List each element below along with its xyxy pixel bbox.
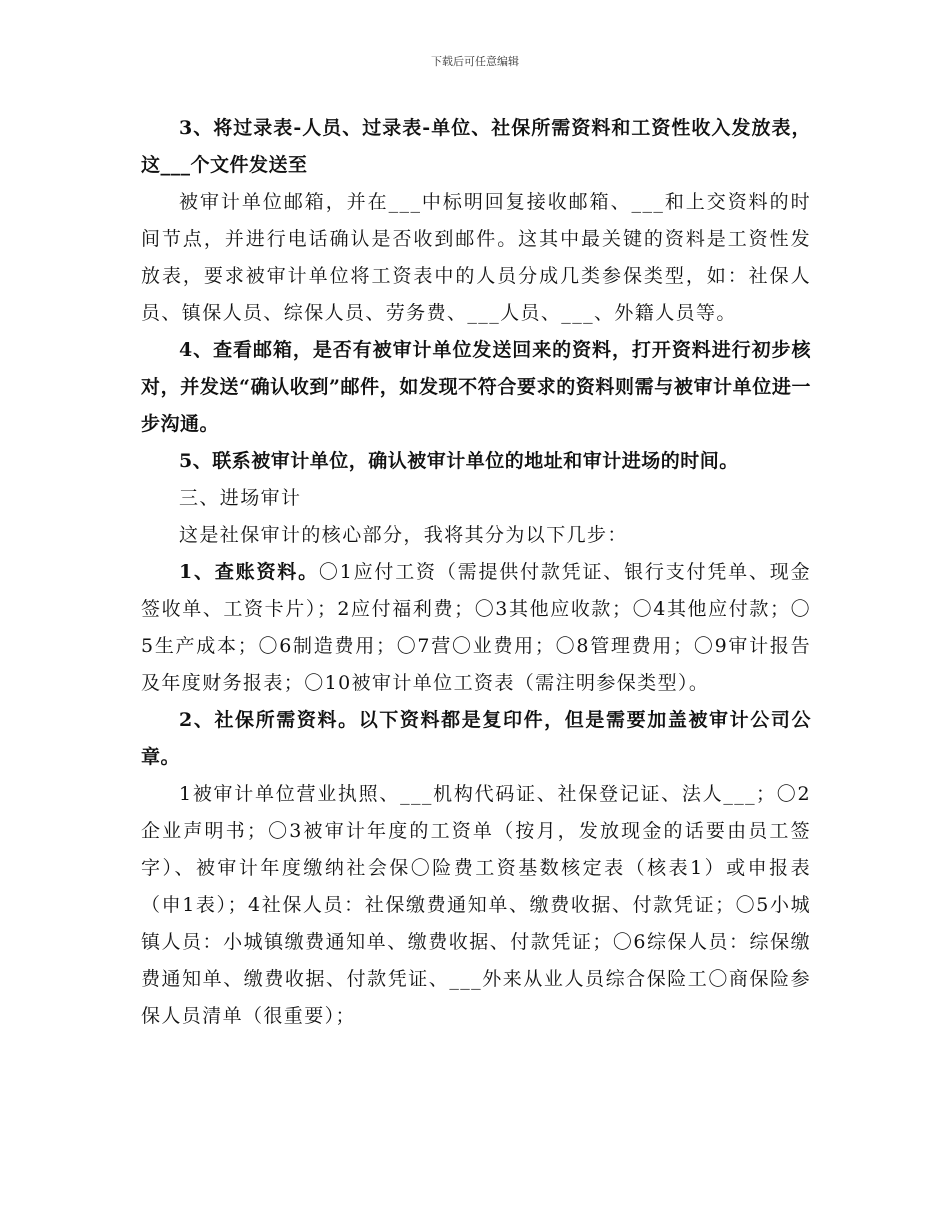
paragraph-intro: 这是社保审计的核心部分，我将其分为以下几步： [179, 524, 628, 546]
paragraph-social-security-materials: 2、社保所需资料。以下资料都是复印件，但是需要加盖被审计公司公章。 [141, 709, 811, 768]
document-body [141, 110, 811, 1035]
paragraph-lead: 1、查账资料。 [179, 561, 319, 583]
paragraph-account-materials: 1、查账资料。〇1应付工资（需提供付款凭证、银行支付凭单、现金签收单、工资卡片）；2应付福利费；〇3其他应收款；〇4其他应付款；〇5生产成本；〇6制造费用；〇7营〇业费用；〇8管理费用；〇9审计报告及年度财务报表；〇10被审计单位工资表（需注明参保类型）。 [141, 561, 811, 694]
paragraph-step-5: 5、联系被审计单位，确认被审计单位的地址和审计进场的时间。 [179, 450, 739, 472]
page-header: 下载后可任意编辑 [431, 55, 519, 68]
paragraph-materials-list: 1被审计单位营业执照、___机构代码证、社保登记证、法人___；〇2企业声明书；〇3被审计年度的工资单（按月，发放现金的话要由员工签字）、被审计年度缴纳社会保〇险费工资基数核定表（核表1）或申报表（申1表）；4社保人员：社保缴费通知单、缴费收据、付款凭证；〇5小城镇人员：小城镇缴费通知单、缴费收据、付款凭证；〇6综保人员：综保缴费通知单、缴费收据、付款凭证、___外来从业人员综合保险工〇商保险参保人员清单（很重要）； [141, 783, 811, 1027]
paragraph-step-3-detail: 被审计单位邮箱，并在___中标明回复接收邮箱、___和上交资料的时间节点，并进行电话确认是否收到邮件。这其中最关键的资料是工资性发放表，要求被审计单位将工资表中的人员分成几类参保类型，如：社保人员、镇保人员、综保人员、劳务费、___人员、___、外籍人员等。 [141, 191, 811, 324]
paragraph-step-4: 4、查看邮箱，是否有被审计单位发送回来的资料，打开资料进行初步核对，并发送“确认收到”邮件，如发现不符合要求的资料则需与被审计单位进一步沟通。 [141, 339, 811, 435]
section-heading-onsite-audit: 三、进场审计 [179, 487, 302, 509]
paragraph-step-3: 3、将过录表-人员、过录表-单位、社保所需资料和工资性收入发放表，这___个文件发送至 [141, 117, 811, 176]
